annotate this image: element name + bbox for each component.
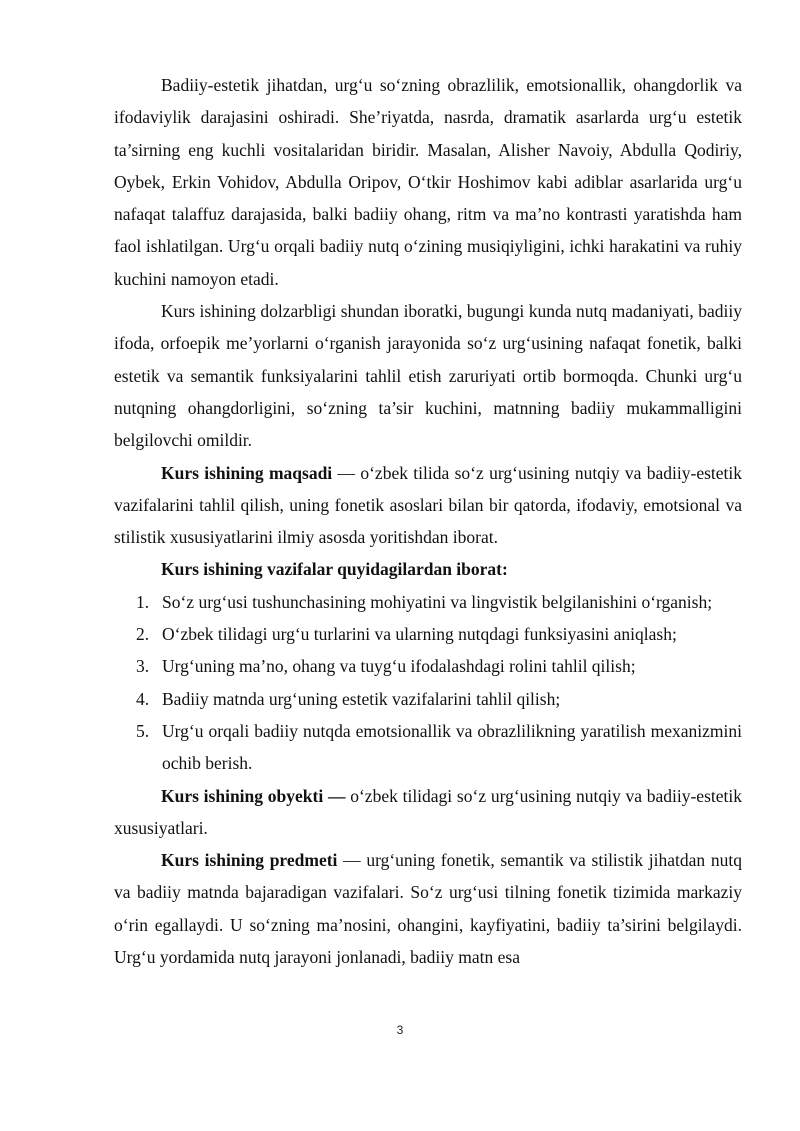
goal-text: — o‘zbek tilida so‘z urg‘usining nutqiy va badiiy-estetik vazifalarini tahlil qilish, uning fonetik asoslari bilan bir qatorda, ifodaviy, emotsional va stilistik xususiyatlarini ilmiy asosda yoritishdan iborat. (114, 462, 742, 548)
list-item-text: Urg‘uning ma’no, ohang va tuyg‘u ifodalashdagi rolini tahlil qilish; (162, 656, 636, 677)
object-label: Kurs ishining obyekti — (161, 785, 346, 806)
list-item-text: Urg‘u orqali badiiy nutqda emotsionallik va obrazlilikning yaratilish mexanizmini ochib berish. (162, 720, 742, 774)
subject-text: — urg‘uning fonetik, semantik va stilistik jihatdan nutq va badiiy matnda bajaradigan vazifalari. So‘z urg‘usi tilning fonetik tizimida markaziy o‘rin egallaydi. U so‘zning ma’nosini, ohangini, kayfiyatini, badiiy ta’sirini belgilaydi. Urg‘u yordamida nutq jarayoni jonlanadi, badiiy matn esa (114, 850, 742, 968)
list-item (114, 618, 742, 650)
list-item-number: 2. (136, 624, 150, 645)
paragraph-aesthetic-stress: Badiiy-estetik jihatdan, urg‘u so‘zning obrazlilik, emotsionallik, ohangdorlik va ifodaviylik darajasini oshiradi. She’riyatda, nasrda, dramatik asarlarda urg‘u estetik ta’sirning eng kuchli vositalaridan biridir. Masalan, Alisher Navoiy, Abdulla Qodiriy, Oybek, Erkin Vohidov, Abdulla Oripov, O‘tkir Hoshimov kabi adiblar asarlarida urg‘u nafaqat talaffuz darajasida, balki badiiy ohang, ritm va ma’no kontrasti yaratishda ham faol ishlatilgan. Urg‘u orqali badiiy nutq o‘zining musiqiyligini, ichki harakatini va ruhiy kuchini namoyon etadi. (114, 75, 742, 289)
list-item-number: 3. (136, 656, 150, 677)
paragraph-object (114, 780, 742, 845)
list-item (114, 586, 742, 618)
object-text: o‘zbek tilidagi so‘z urg‘usining nutqiy va badiiy-estetik xususiyatlari. (114, 785, 742, 838)
list-item-number: 4. (136, 688, 150, 709)
page-number: 3 (396, 1023, 404, 1037)
list-item (114, 683, 742, 715)
tasks-list (114, 586, 742, 780)
tasks-heading: Kurs ishining vazifalar quyidagilardan iborat: (161, 559, 508, 580)
list-item-number: 5. (136, 720, 150, 741)
subject-label: Kurs ishining predmeti (161, 850, 338, 871)
list-item-text: So‘z urg‘usi tushunchasining mohiyatini va lingvistik belgilanishini o‘rganish; (162, 591, 713, 612)
paragraph-goal (114, 457, 742, 554)
list-item-number: 1. (136, 591, 150, 612)
list-item-text: O‘zbek tilidagi urg‘u turlarini va ularning nutqdagi funksiyasini aniqlash; (162, 624, 677, 645)
body-text (114, 69, 742, 973)
list-item (114, 715, 742, 780)
paragraph-subject (114, 844, 742, 973)
list-item-text: Badiiy matnda urg‘uning estetik vazifalarini tahlil qilish; (162, 688, 561, 709)
goal-label: Kurs ishining maqsadi (161, 462, 333, 483)
list-item (114, 650, 742, 682)
paragraph-relevance: Kurs ishining dolzarbligi shundan iboratki, bugungi kunda nutq madaniyati, badiiy ifoda, orfoepik me’yorlarni o‘rganish jarayonida so‘z urg‘usining nafaqat fonetik, balki estetik va semantik funksiyalarini tahlil etish zaruriyati ortib bormoqda. Chunki urg‘u nutqning ohangdorligini, so‘zning ta’sir kuchini, matnning badiiy mukammalligini belgilovchi omildir. (114, 301, 742, 451)
